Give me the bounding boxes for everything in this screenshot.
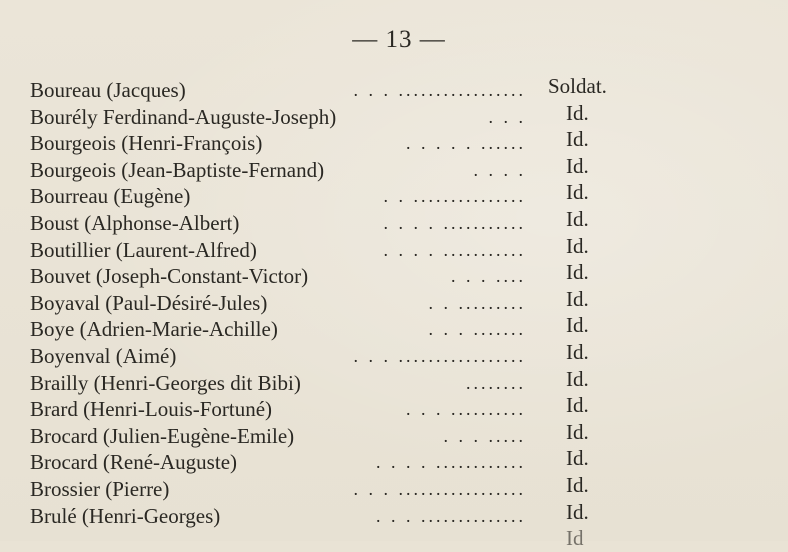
- dot-leader: . . . . ...........: [383, 239, 526, 260]
- rank-label: Id.: [566, 446, 589, 471]
- soldier-name: Bourgeois (Jean-Baptiste-Fernand): [30, 157, 325, 182]
- dot-leader: . . . . ............: [376, 452, 526, 473]
- dot-leader: . . ...............: [383, 186, 526, 207]
- roster-row: [30, 100, 650, 131]
- rank-label: Id.: [566, 127, 589, 152]
- dot-leader: . . . ....: [451, 266, 526, 287]
- dot-leader: . . . . . ......: [406, 133, 526, 154]
- dot-leader: . . . .................: [353, 478, 526, 499]
- roster-row: [30, 419, 650, 450]
- rank-label: Id.: [566, 206, 589, 231]
- roster-row: [30, 366, 650, 397]
- rank-label: Id.: [566, 180, 589, 205]
- rank-label: Id.: [566, 153, 589, 178]
- roster-row: [30, 472, 650, 503]
- dot-leader: . . . ..........: [406, 399, 526, 420]
- soldier-name: Bourreau (Eugène): [30, 184, 191, 209]
- soldier-name: Boureau (Jacques): [30, 78, 186, 102]
- dot-leader: ........: [466, 372, 526, 393]
- soldier-name: Boye (Adrien-Marie-Achille): [30, 317, 278, 342]
- dot-leader: . . . .................: [353, 80, 526, 100]
- soldier-name: Bouvet (Joseph-Constant-Victor): [30, 264, 309, 289]
- roster-row-partial: [30, 526, 650, 551]
- rank-label: Id.: [566, 260, 589, 285]
- rank-label: Id.: [566, 472, 589, 497]
- roster-row: [30, 393, 650, 423]
- soldier-name: Boyaval (Paul-Désiré-Jules): [30, 290, 268, 315]
- roster-row: [30, 180, 650, 210]
- dot-leader: . . . . ...........: [383, 212, 526, 233]
- dot-leader: . . . .: [473, 159, 526, 180]
- name-roster: [30, 74, 650, 551]
- soldier-name: Boyenval (Aimé): [30, 343, 177, 368]
- soldier-name: Boutillier (Laurent-Alfred): [30, 237, 257, 262]
- roster-row: [30, 74, 650, 104]
- roster-row: [30, 313, 650, 343]
- page-number: — 13 —: [352, 26, 446, 53]
- dot-leader: . . . .................: [353, 345, 526, 366]
- soldier-name: Brossier (Pierre): [30, 476, 170, 501]
- rank-label: Id.: [566, 499, 589, 524]
- roster-row: [30, 260, 650, 290]
- roster-row: [30, 286, 650, 317]
- dot-leader: . . .: [488, 106, 526, 127]
- roster-row: [30, 499, 650, 530]
- soldier-name: Brocard (Julien-Eugène-Emile): [30, 423, 295, 448]
- rank-label: Soldat.: [548, 74, 607, 98]
- soldier-name: Boust (Alphonse-Albert): [30, 210, 240, 235]
- soldier-name: Brailly (Henri-Georges dit Bibi): [30, 370, 301, 395]
- roster-row: [30, 127, 650, 157]
- dot-leader: . . .........: [428, 292, 526, 313]
- rank-label: Id.: [566, 393, 589, 418]
- rank-label: Id.: [566, 366, 589, 391]
- soldier-name: Bourély Ferdinand-Auguste-Joseph): [30, 104, 337, 129]
- soldier-name: Bourgeois (Henri-François): [30, 131, 263, 156]
- roster-row: [30, 233, 650, 264]
- dot-leader: . . . ..............: [376, 505, 526, 526]
- rank-label: Id.: [566, 233, 589, 258]
- rank-label: Id.: [566, 313, 589, 338]
- rank-label: Id.: [566, 286, 589, 311]
- soldier-name: Brocard (René-Auguste): [30, 450, 238, 475]
- rank-label: Id: [566, 526, 584, 551]
- soldier-name: Brulé (Henri-Georges): [30, 503, 221, 528]
- roster-row: [30, 206, 650, 237]
- roster-row: [30, 339, 650, 370]
- dot-leader: . . . .....: [443, 425, 526, 446]
- roster-row: [30, 446, 650, 476]
- rank-label: Id.: [566, 419, 589, 444]
- rank-label: Id.: [566, 339, 589, 364]
- rank-label: Id.: [566, 100, 589, 125]
- dot-leader: . . . .......: [428, 319, 526, 340]
- soldier-name: Brard (Henri-Louis-Fortuné): [30, 397, 273, 422]
- roster-row: [30, 153, 650, 184]
